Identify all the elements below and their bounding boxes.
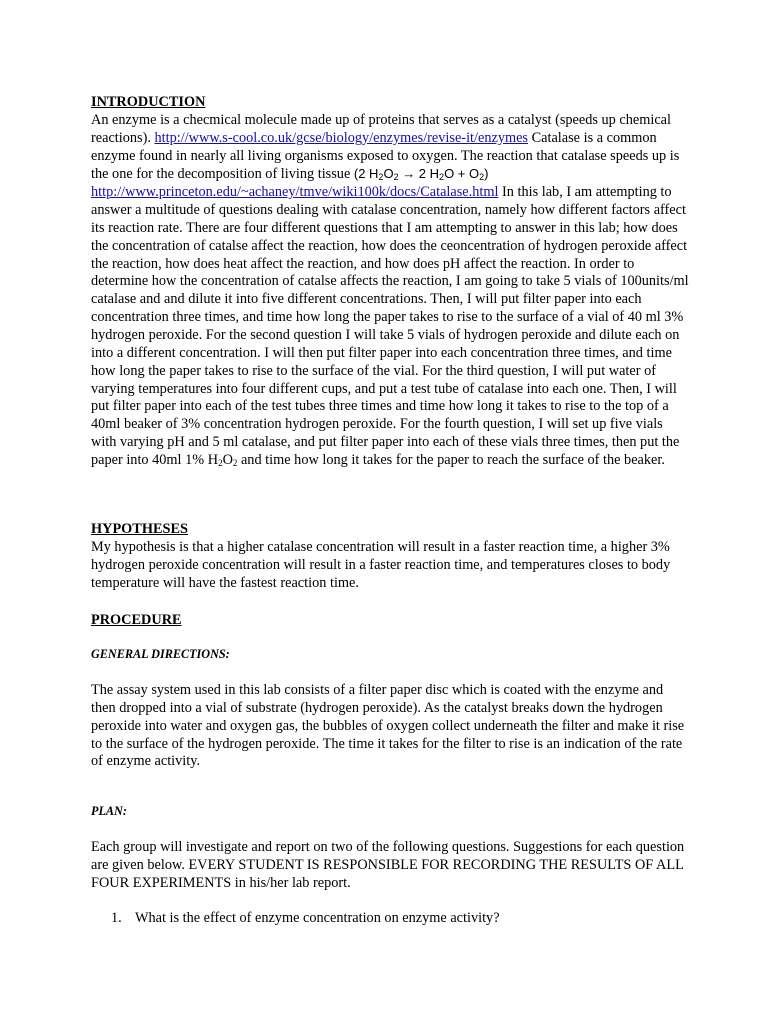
- h2o2-sub: 2: [218, 457, 223, 468]
- hypotheses-section: [91, 521, 691, 592]
- reaction-equation: [354, 166, 489, 181]
- intro-text-4: and time how long it takes for the paper to reach the surface of the beaker.: [237, 451, 665, 468]
- hypotheses-heading: HYPOTHESES: [91, 521, 188, 537]
- list-text: What is the effect of enzyme concentration on enzyme activity?: [135, 910, 500, 926]
- princeton-link[interactable]: http://www.princeton.edu/~achaney/tmve/wiki100k/docs/Catalase.html: [91, 184, 499, 201]
- general-directions-heading: GENERAL DIRECTIONS:: [91, 647, 230, 661]
- list-item: [111, 910, 691, 928]
- procedure-heading-block: [91, 612, 691, 630]
- equation-sub: 2: [479, 172, 485, 183]
- introduction-heading: INTRODUCTION: [91, 94, 206, 110]
- equation-sub: 2: [378, 172, 384, 183]
- h2o2-sub: 2: [232, 457, 238, 468]
- intro-text-3: In this lab, I am attempting to answer a multitude of questions dealing with catalase concentration, namely how different factors affect its reaction rate. There are four different questions that I am attempting to answer in this lab; how does the concentration of catalse affect the reaction, how does the ceoncentration of hydrogen peroxide affect the reaction, how does heat affect the reaction, and how does pH affect the reaction. In order to determine how the concentration of catalse affects the reaction, I am going to take 5 vials of 100units/ml catalase and and dilute it into five different concentrations. Then, I will put filter paper into each concentration three times, and time how long the paper takes to rise to the surface of a vial of 40 ml 3% hydrogen peroxide. For the second question I will take 5 vials of hydrogen peroxide and dilute each on into a different concentration. I will then put filter paper into each concentration three times, and time how long the paper takes to rise to the surface of the vial. For the third question, I will put water of varying temperatures into four different cups, and put a test tube of catalase into each one. Then, I will put filter paper into each of the test tubes three times and time how long it takes to rise to the top of a 40ml beaker of 3% concentration hydrogen peroxide. For the fourth question, I will set up five vials with varying pH and 5 ml catalase, and put filter paper into each of these vials three times, then put the paper into 40ml 1% H: [91, 184, 689, 468]
- plan-heading: PLAN:: [91, 804, 127, 818]
- equation-sub: 2: [439, 172, 445, 183]
- introduction-section: [91, 94, 691, 470]
- equation-close: ): [484, 166, 489, 182]
- equation-part: → 2 H: [398, 166, 440, 182]
- list-number: 1.: [111, 910, 122, 926]
- equation-part: O: [383, 166, 394, 182]
- intro-text-1: An enzyme is a checmical molecule made up of proteins that serves as a catalyst (speeds up chemical reactions).: [91, 111, 671, 146]
- plan-paragraph: Each group will investigate and report on two of the following questions. Suggestions for each question are given below. EVERY STUDENT IS RESPONSIBLE FOR RECORDING THE RESULTS OF ALL FOUR EXPERIMENTS in his/her lab report.: [91, 839, 685, 891]
- hypotheses-paragraph: My hypothesis is that a higher catalase concentration will result in a faster reaction time, a higher 3% hydrogen peroxide concentration will result in a faster reaction time, and temperatures closes to body temperature will have the fastest reaction time.: [91, 538, 671, 591]
- equation-sub: 2: [393, 172, 399, 183]
- s-cool-link[interactable]: http://www.s-cool.co.uk/gcse/biology/enzymes/revise-it/enzymes: [154, 129, 529, 146]
- h2o2-part: O: [222, 451, 233, 468]
- intro-text-2: Catalase is a common enzyme found in nearly all living organisms exposed to oxygen. The reaction that catalase speeds up is the one for the decomposition of living tissue: [91, 129, 680, 183]
- introduction-paragraph: [91, 112, 691, 470]
- procedure-heading: PROCEDURE: [91, 612, 182, 628]
- general-directions-paragraph: The assay system used in this lab consists of a filter paper disc which is coated with the enzyme and then dropped into a vial of substrate (hydrogen peroxide). As the catalyst breaks down the hydrogen peroxide into water and oxygen gas, the bubbles of oxygen collect underneath the filter and make it rise to the surface of the hydrogen peroxide. The time it takes for the filter to rise is an indication of the rate of enzyme activity.: [91, 682, 685, 770]
- equation-part: O + O: [444, 166, 480, 182]
- equation-open: (2 H: [353, 166, 379, 182]
